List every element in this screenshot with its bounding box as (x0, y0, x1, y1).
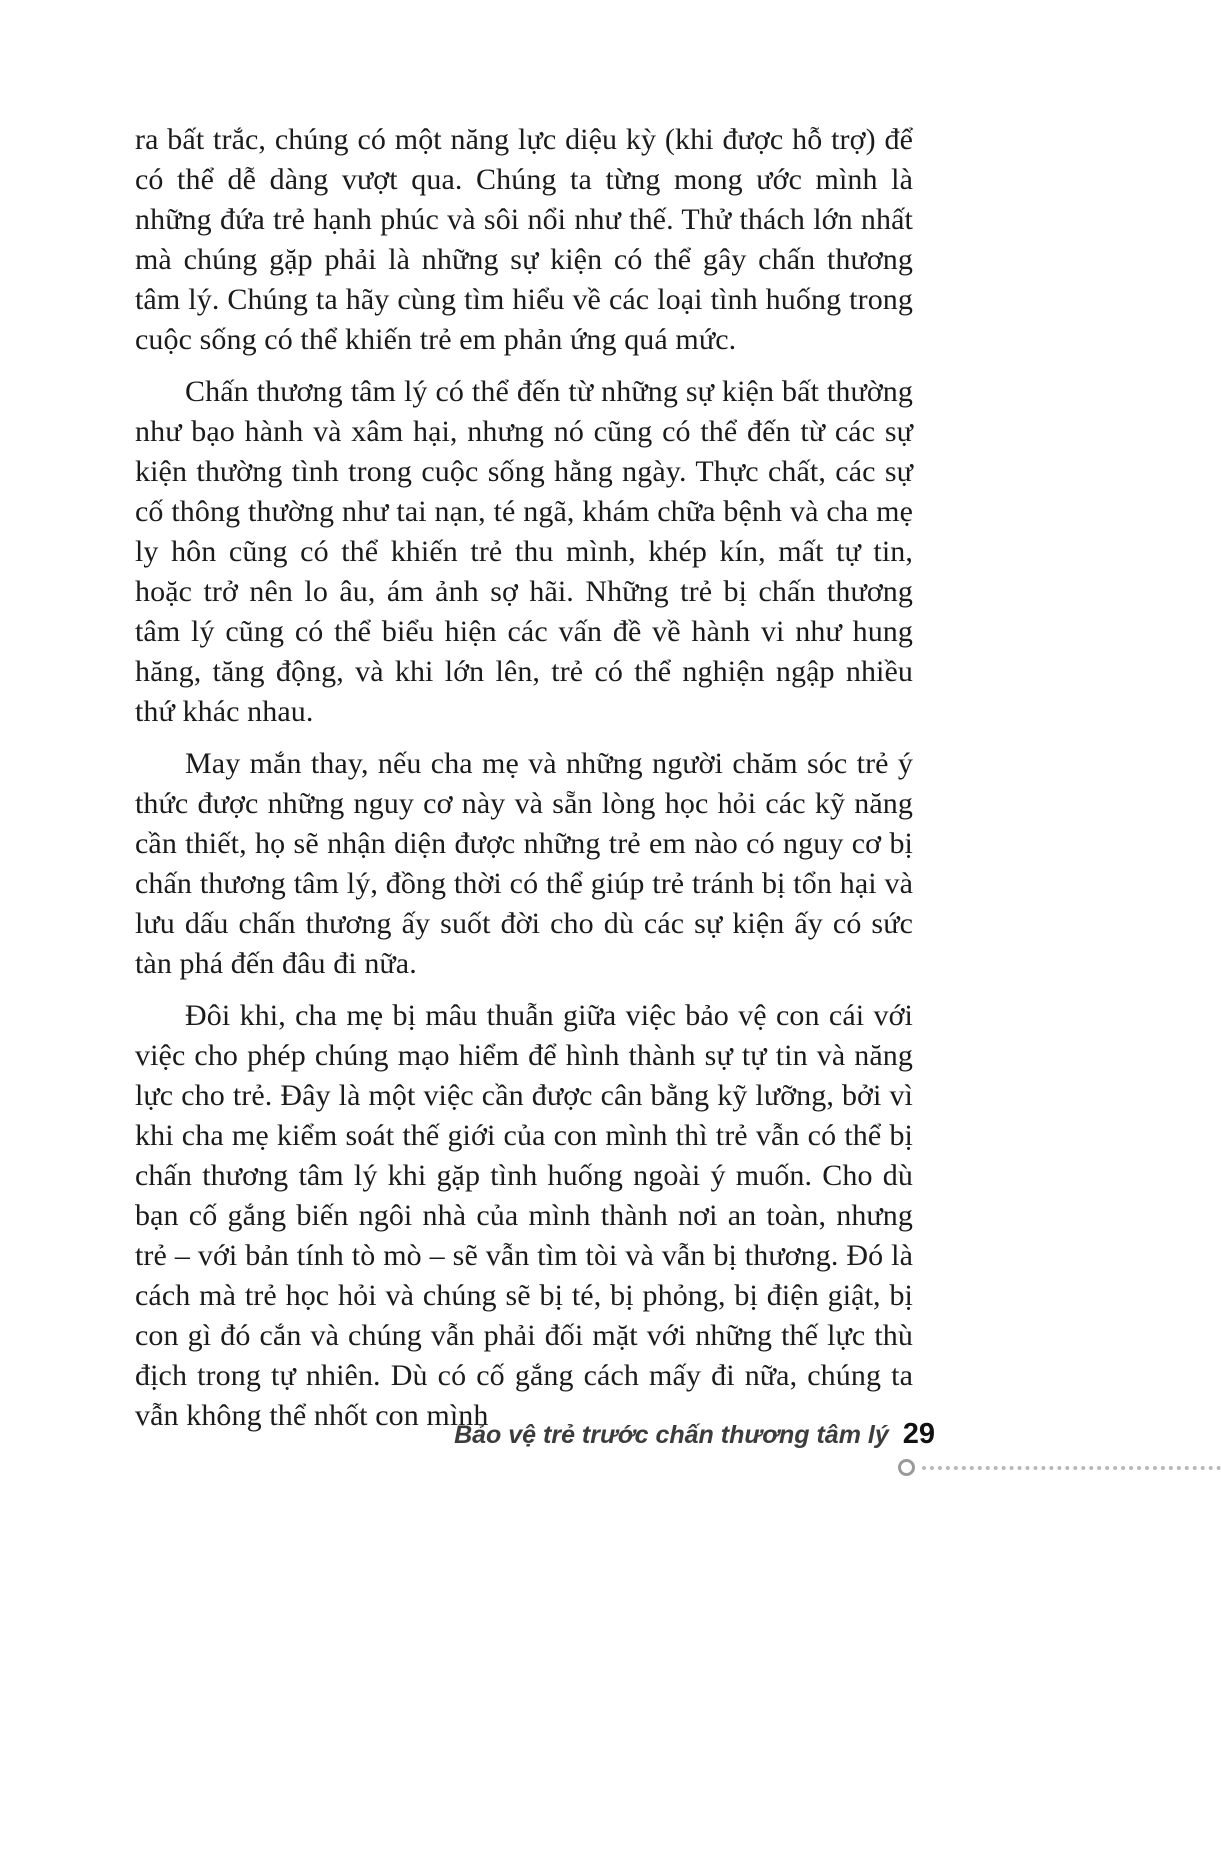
footer-running-title: Bảo vệ trẻ trước chấn thương tâm lý (454, 1421, 889, 1449)
circle-ring-icon (898, 1459, 915, 1476)
footer-page-number: 29 (902, 1418, 935, 1450)
body-paragraph: Chấn thương tâm lý có thể đến từ những sự kiện bất thường như bạo hành và xâm hại, nhưng nó cũng có thể đến từ các sự kiện thường tình trong cuộc sống hằng ngày. Thực chất, các sự cố thông thường như tai nạn, té ngã, khám chữa bệnh và cha mẹ ly hôn cũng có thể khiến trẻ thu mình, khép kín, mất tự tin, hoặc trở nên lo âu, ám ảnh sợ hãi. Những trẻ bị chấn thương tâm lý cũng có thể biểu hiện các vấn đề về hành vi như hung hăng, tăng động, và khi lớn lên, trẻ có thể nghiện ngập nhiều thứ khác nhau. (135, 375, 913, 728)
page-body-text (135, 120, 913, 1448)
footer-decorative-rule (898, 1459, 1221, 1476)
body-paragraph: May mắn thay, nếu cha mẹ và những người chăm sóc trẻ ý thức được những nguy cơ này và sẵn lòng học hỏi các kỹ năng cần thiết, họ sẽ nhận diện được những trẻ em nào có nguy cơ bị chấn thương tâm lý, đồng thời có thể giúp trẻ tránh bị tổn hại và lưu dấu chấn thương ấy suốt đời cho dù các sự kiện ấy có sức tàn phá đến đâu đi nữa. (135, 747, 913, 980)
dotted-line (922, 1466, 1221, 1470)
body-paragraph: ra bất trắc, chúng có một năng lực diệu kỳ (khi được hỗ trợ) để có thể dễ dàng vượt qua. Chúng ta từng mong ước mình là những đứa trẻ hạnh phúc và sôi nổi như thế. Thử thách lớn nhất mà chúng gặp phải là những sự kiện có thể gây chấn thương tâm lý. Chúng ta hãy cùng tìm hiểu về các loại tình huống trong cuộc sống có thể khiến trẻ em phản ứng quá mức. (135, 123, 913, 356)
body-paragraph: Đôi khi, cha mẹ bị mâu thuẫn giữa việc bảo vệ con cái với việc cho phép chúng mạo hiểm để hình thành sự tự tin và năng lực cho trẻ. Đây là một việc cần được cân bằng kỹ lưỡng, bởi vì khi cha mẹ kiểm soát thế giới của con mình thì trẻ vẫn có thể bị chấn thương tâm lý khi gặp tình huống ngoài ý muốn. Cho dù bạn cố gắng biến ngôi nhà của mình thành nơi an toàn, nhưng trẻ – với bản tính tò mò – sẽ vẫn tìm tòi và vẫn bị thương. Đó là cách mà trẻ học hỏi và chúng sẽ bị té, bị phỏng, bị điện giật, bị con gì đó cắn và chúng vẫn phải đối mặt với những thế lực thù địch trong tự nhiên. Dù có cố gắng cách mấy đi nữa, chúng ta vẫn không thể nhốt con mình (135, 999, 913, 1432)
page-footer (135, 1418, 935, 1451)
